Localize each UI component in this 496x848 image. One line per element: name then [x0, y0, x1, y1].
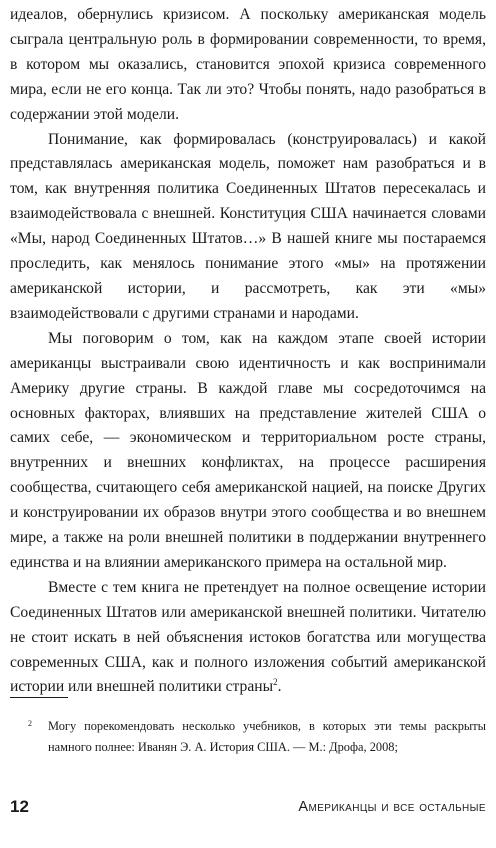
paragraph-1: идеалов, обернулись кризисом. А поскольку американская модель сыграла центральную роль в формировании современности, то время, в котором мы оказались, становится эпохой кризиса современного мира, если не его конца. Так ли это? Чтобы понять, надо разобраться в содержании этой модели.	[10, 6, 486, 123]
paragraph-2: Понимание, как формировалась (конструировалась) и какой представлялась американская модель, поможет нам разобраться и в том, как внутренняя политика Соединенных Штатов пересекалась и взаимодействовала с внешней. Конституция США начинается словами «Мы, народ Соединенных Штатов…» В нашей книге мы постараемся проследить, как менялось понимание этого «мы» на протяжении американской истории, и рассмотреть, как эти «мы» взаимодействовали с другими странами и народами.	[10, 130, 486, 322]
main-text	[10, 3, 486, 700]
running-head: Американцы и все остальные	[298, 799, 486, 815]
page-number: 12	[10, 797, 29, 816]
footnote-separator	[10, 697, 68, 698]
footnote-text: Могу порекомендовать несколько учебников, в которых эти темы раскрыты намного полнее: Иванян Э. А. История США. — М.: Дрофа, 2008;	[48, 719, 486, 754]
paragraph-4: Вместе с тем книга не претендует на полное освещение истории Соединенных Штатов или американской внешней политики. Читателю не стоит искать в ней объяснения истоков богатства или могущества современных США, как и полного изложения событий американской истории или внешней политики страны$^2$.	[10, 578, 486, 696]
paragraph-3: Мы поговорим о том, как на каждом этапе своей истории американцы выстраивали свою идентичность и как воспринимали Америку другие страны. В каждой главе мы сосредоточимся на основных факторах, влиявших на представление жителей США о самих себе, — экономическом и территориальном росте страны, внутренних и внешних конфликтах, на процессе расширения сообщества, считающего себя американской нацией, на поиске Других и конструировании их образов внутри этого сообщества и во внешнем мире, а также на роли внешней политики в поддержании внутреннего единства и на влиянии американского примера на остальной мир.	[10, 329, 486, 571]
page-footer	[10, 797, 486, 827]
footnote	[10, 716, 486, 757]
paragraph-4-text: Вместе с тем книга не претендует на полное освещение истории Соединенных Штатов или американской внешней политики. Читателю не стоит искать в ней объяснения истоков богатства или могущества современных США, как и полного изложения событий американской истории или внешней политики страны	[10, 578, 486, 696]
footnote-reference[interactable]: 2	[273, 677, 278, 688]
footnote-number: 2	[28, 719, 32, 728]
